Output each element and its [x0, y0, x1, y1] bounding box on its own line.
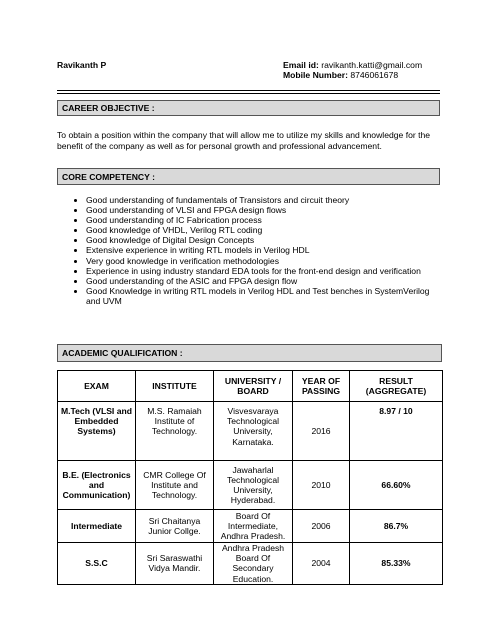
- competency-item: • Good understanding of IC Fabrication process: [86, 215, 436, 225]
- competency-item: • Good knowledge of Digital Design Concepts: [86, 235, 436, 245]
- core-competency-heading: CORE COMPETENCY :: [57, 168, 440, 185]
- result-cell: 85.33%: [350, 543, 443, 585]
- exam-cell: B.E. (Electronics and Communication): [58, 461, 136, 510]
- email-value[interactable]: ravikanth.katti@gmail.com: [321, 60, 423, 70]
- board-cell: Visvesvaraya Technological University, Karnataka.: [214, 402, 293, 461]
- exam-cell: Intermediate: [58, 510, 136, 543]
- year-cell: 2006: [293, 510, 350, 543]
- mobile-label: Mobile Number:: [283, 70, 348, 80]
- competency-item: • Good understanding of fundamentals of Transistors and circuit theory: [86, 195, 436, 205]
- competency-item: • Good Knowledge in writing RTL models in Verilog HDL and Test benches in SystemVerilog and UVM: [86, 286, 436, 306]
- col-header-exam: EXAM: [58, 371, 136, 402]
- exam-cell: S.S.C: [58, 543, 136, 585]
- result-cell: 8.97 / 10: [350, 402, 443, 461]
- table-header-row: [58, 371, 443, 402]
- institute-cell: M.S. Ramaiah Institute of Technology.: [136, 402, 214, 461]
- institute-cell: Sri Saraswathi Vidya Mandir.: [136, 543, 214, 585]
- year-cell: 2010: [293, 461, 350, 510]
- competency-item: • Very good knowledge in verification methodologies: [86, 256, 436, 266]
- year-cell: 2016: [293, 402, 350, 461]
- board-cell: Jawaharlal Technological University, Hyderabad.: [214, 461, 293, 510]
- competency-item: • Good knowledge of VHDL, Verilog RTL coding: [86, 225, 436, 235]
- table-row: [58, 510, 443, 543]
- competency-item: • Good understanding of VLSI and FPGA design flows: [86, 205, 436, 215]
- exam-cell: M.Tech (VLSI and Embedded Systems): [58, 402, 136, 461]
- competency-item: • Extensive experience in writing RTL models in Verilog HDL: [86, 245, 436, 255]
- competency-item: • Good understanding of the ASIC and FPGA design flow: [86, 276, 436, 286]
- academic-table: [57, 370, 443, 585]
- mobile-line: [283, 70, 398, 80]
- academic-heading: ACADEMIC QUALIFICATION :: [57, 344, 442, 362]
- candidate-name: Ravikanth P: [57, 60, 107, 70]
- result-cell: 66.60%: [350, 461, 443, 510]
- competency-list: [68, 195, 436, 306]
- table-row: [58, 402, 443, 461]
- institute-cell: CMR College Of Institute and Technology.: [136, 461, 214, 510]
- col-header-year: YEAR OF PASSING: [293, 371, 350, 402]
- result-cell: 86.7%: [350, 510, 443, 543]
- year-cell: 2004: [293, 543, 350, 585]
- col-header-institute: INSTITUTE: [136, 371, 214, 402]
- career-objective-text: To obtain a position within the company that will allow me to utilize my skills and knowledge for the benefit of the company as well as for personal growth and professional advancement.: [57, 130, 431, 151]
- competency-item: • Experience in using industry standard EDA tools for the front-end design and verification: [86, 266, 436, 276]
- institute-cell: Sri Chaitanya Junior Collge.: [136, 510, 214, 543]
- mobile-value: 8746061678: [350, 70, 399, 80]
- table-row: [58, 543, 443, 585]
- col-header-result: RESULT (AGGREGATE): [350, 371, 443, 402]
- email-label: Email id:: [283, 60, 319, 70]
- col-header-board: UNIVERSITY / BOARD: [214, 371, 293, 402]
- email-line: [283, 60, 422, 70]
- header-divider-bottom: [57, 93, 440, 94]
- table-row: [58, 461, 443, 510]
- header-divider-top: [57, 90, 440, 91]
- board-cell: Andhra Pradesh Board Of Secondary Education.: [214, 543, 293, 585]
- board-cell: Board Of Intermediate, Andhra Pradesh.: [214, 510, 293, 543]
- career-objective-heading: CAREER OBJECTIVE :: [57, 100, 440, 116]
